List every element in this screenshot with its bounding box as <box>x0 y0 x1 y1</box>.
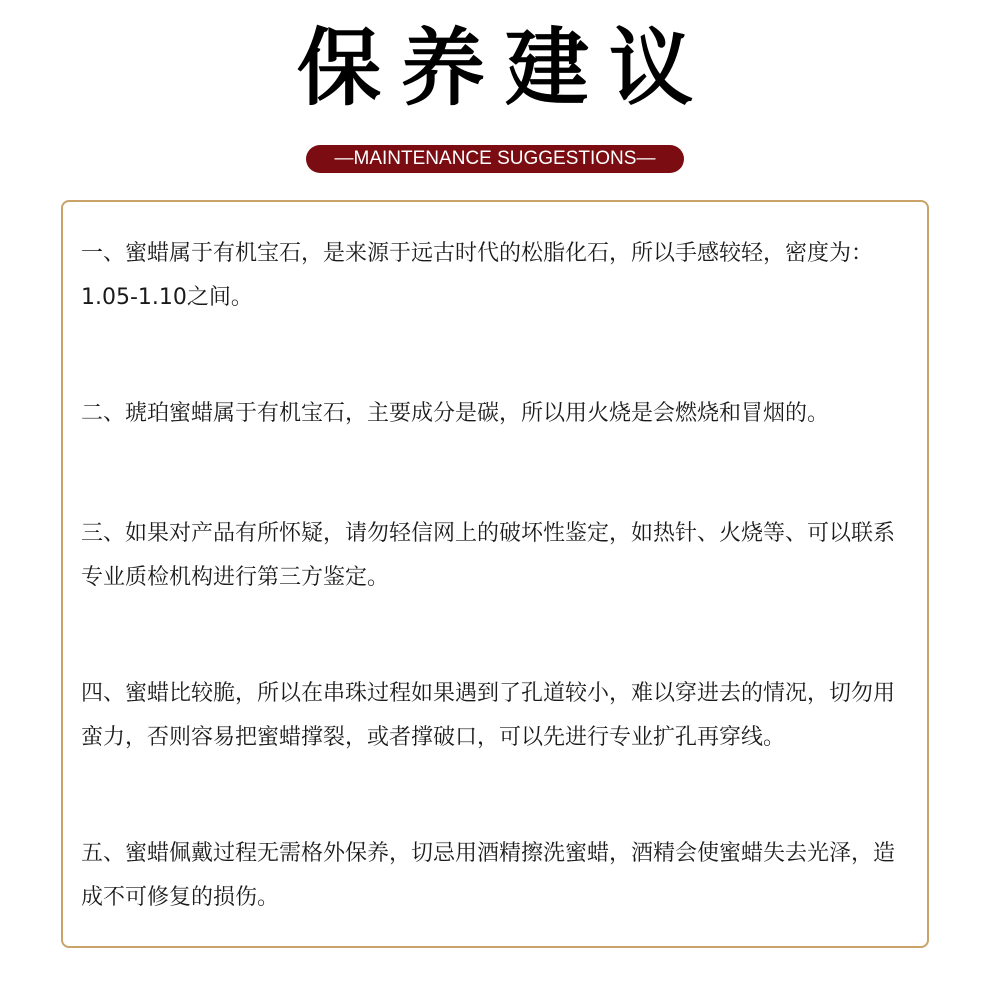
suggestion-item-5: 五、蜜蜡佩戴过程无需格外保养，切忌用酒精擦洗蜜蜡，酒精会使蜜蜡失去光泽，造成不可修复的损伤。 <box>81 841 896 910</box>
suggestion-item-1: 一、蜜蜡属于有机宝石，是来源于远古时代的松脂化石，所以手感较轻，密度为：1.05-1.10之间。 <box>81 241 874 310</box>
suggestion-item-4: 四、蜜蜡比较脆，所以在串珠过程如果遇到了孔道较小，难以穿进去的情况，切勿用蛮力，否则容易把蜜蜡撑裂，或者撑破口，可以先进行专业扩孔再穿线。 <box>81 681 896 750</box>
page-title: 保养建议 <box>296 18 713 117</box>
suggestion-item-3: 三、如果对产品有所怀疑，请勿轻信网上的破坏性鉴定，如热针、火烧等、可以联系专业质检机构进行第三方鉴定。 <box>81 521 896 590</box>
subtitle-banner: —MAINTENANCE SUGGESTIONS— <box>306 145 684 173</box>
suggestion-item-2: 二、琥珀蜜蜡属于有机宝石，主要成分是碳，所以用火烧是会燃烧和冒烟的。 <box>81 401 830 426</box>
